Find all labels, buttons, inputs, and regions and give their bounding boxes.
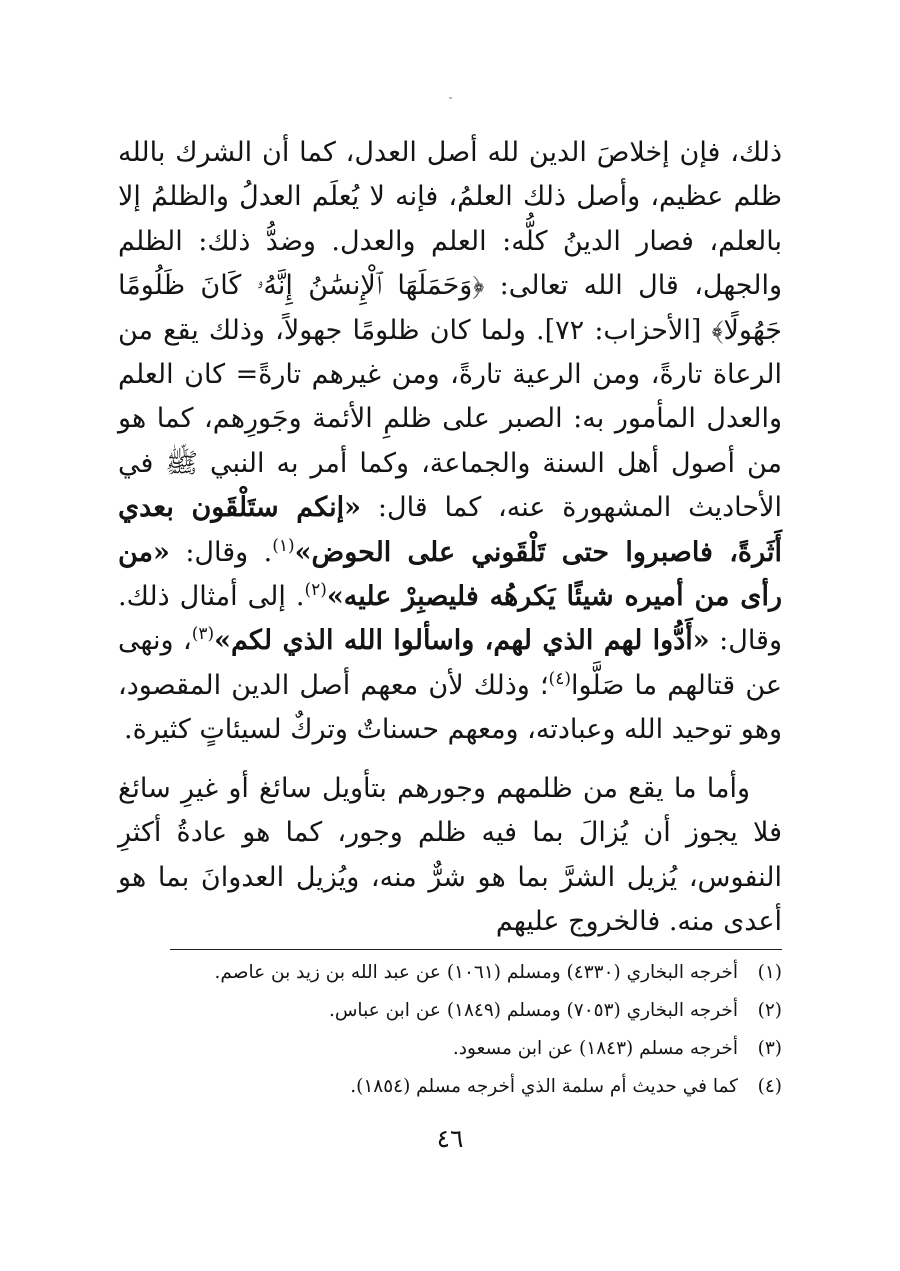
page-number: ٤٦	[436, 1124, 464, 1153]
footnotes	[170, 949, 782, 1106]
footnote-number: (٢)	[757, 1000, 782, 1021]
footnote-2	[170, 992, 782, 1030]
footnote-number: (٣)	[757, 1038, 782, 1059]
footnote-1	[170, 954, 782, 992]
paragraph-2: وأما ما يقع من ظلمهم وجورهم بتأويل سائغ أو غيرِ سائغ فلا يجوز أن يُزالَ بما فيه ظلم وجور، كما هو عادةُ أكثرِ النفوس، يُزيل الشرَّ بما هو شرٌّ منه، ويُزيل العدوانَ بما هو أعدى منه. فالخروج عليهم	[118, 772, 782, 937]
hadith-quote-2: «من رأى من أميره شيئًا يَكرهُه فليصبِرْ عليه»	[118, 536, 782, 613]
footnote-3	[170, 1030, 782, 1068]
hadith-quote-3: «أَدُّوا لهم الذي لهم، واسألوا الله الذي لكم»	[214, 625, 710, 657]
top-mark	[449, 97, 452, 99]
text-run: ذلك، فإن إخلاصَ الدين لله أصل العدل، كما أن الشرك بالله ظلم عظيم، وأصل ذلك العلمُ، فإنه لا يُعلَم العدلُ والظلمُ إلا بالعلم، فصار الدينُ كلُّه: العلم والعدل. وضدُّ ذلك: الظلم والجهل، قال الله تعالى: ﴿وَحَمَلَهَا ٱلْإِنسَٰنُ إِنَّهُۥ كَانَ ظَلُومًا جَهُولًا﴾ [الأحزاب: ٧٢]. ولما كان ظلومًا جهولاً، وذلك يقع من الرعاة تارةً، ومن الرعية تارةً، ومن غيرهم تارةً= كان العلم والعدل المأمور به: الصبر على ظلمِ الأئمة وجَورِهم، كما هو من أصول أهل السنة والجماعة، وكما أمر به النبي ﷺ في الأحاديث المشهورة عنه، كما قال:	[118, 137, 782, 524]
footnote-text: أخرجه البخاري (٤٣٣٠) ومسلم (١٠٦١) عن عبد الله بن زيد بن عاصم.	[214, 962, 738, 983]
footnote-text: أخرجه مسلم (١٨٤٣) عن ابن مسعود.	[452, 1038, 738, 1059]
text-run: . وقال:	[169, 536, 273, 568]
footnote-text: كما في حديث أم سلمة الذي أخرجه مسلم (١٨٥٤).	[350, 1076, 738, 1097]
footnote-ref-2[interactable]: (٢)	[304, 580, 327, 601]
footnote-number: (١)	[757, 962, 782, 983]
footnote-text: أخرجه البخاري (٧٠٥٣) ومسلم (١٨٤٩) عن ابن عباس.	[328, 1000, 738, 1021]
main-text	[118, 131, 782, 944]
text-run: . إلى أمثال ذلك. وقال:	[118, 581, 782, 657]
footnote-4	[170, 1068, 782, 1106]
text-run: ، ونهى عن قتالهم ما صَلَّوا	[118, 625, 782, 701]
text-run: ؛ وذلك لأن معهم أصل الدين المقصود، وهو توحيد الله وعبادته، ومعهم حسناتٌ وتركٌ لسيئاتٍ كثيرة.	[118, 669, 782, 746]
paragraph-1	[118, 131, 782, 753]
hadith-quote-1: «إنكم ستَلْقَون بعدي أَثَرةً، فاصبروا حتى تَلْقَوني على الحوض»	[118, 492, 782, 568]
footnote-ref-3[interactable]: (٣)	[191, 624, 215, 645]
footnote-ref-1[interactable]: (١)	[272, 535, 295, 556]
footnote-ref-4[interactable]: (٤)	[548, 668, 571, 689]
footnote-number: (٤)	[757, 1076, 782, 1097]
